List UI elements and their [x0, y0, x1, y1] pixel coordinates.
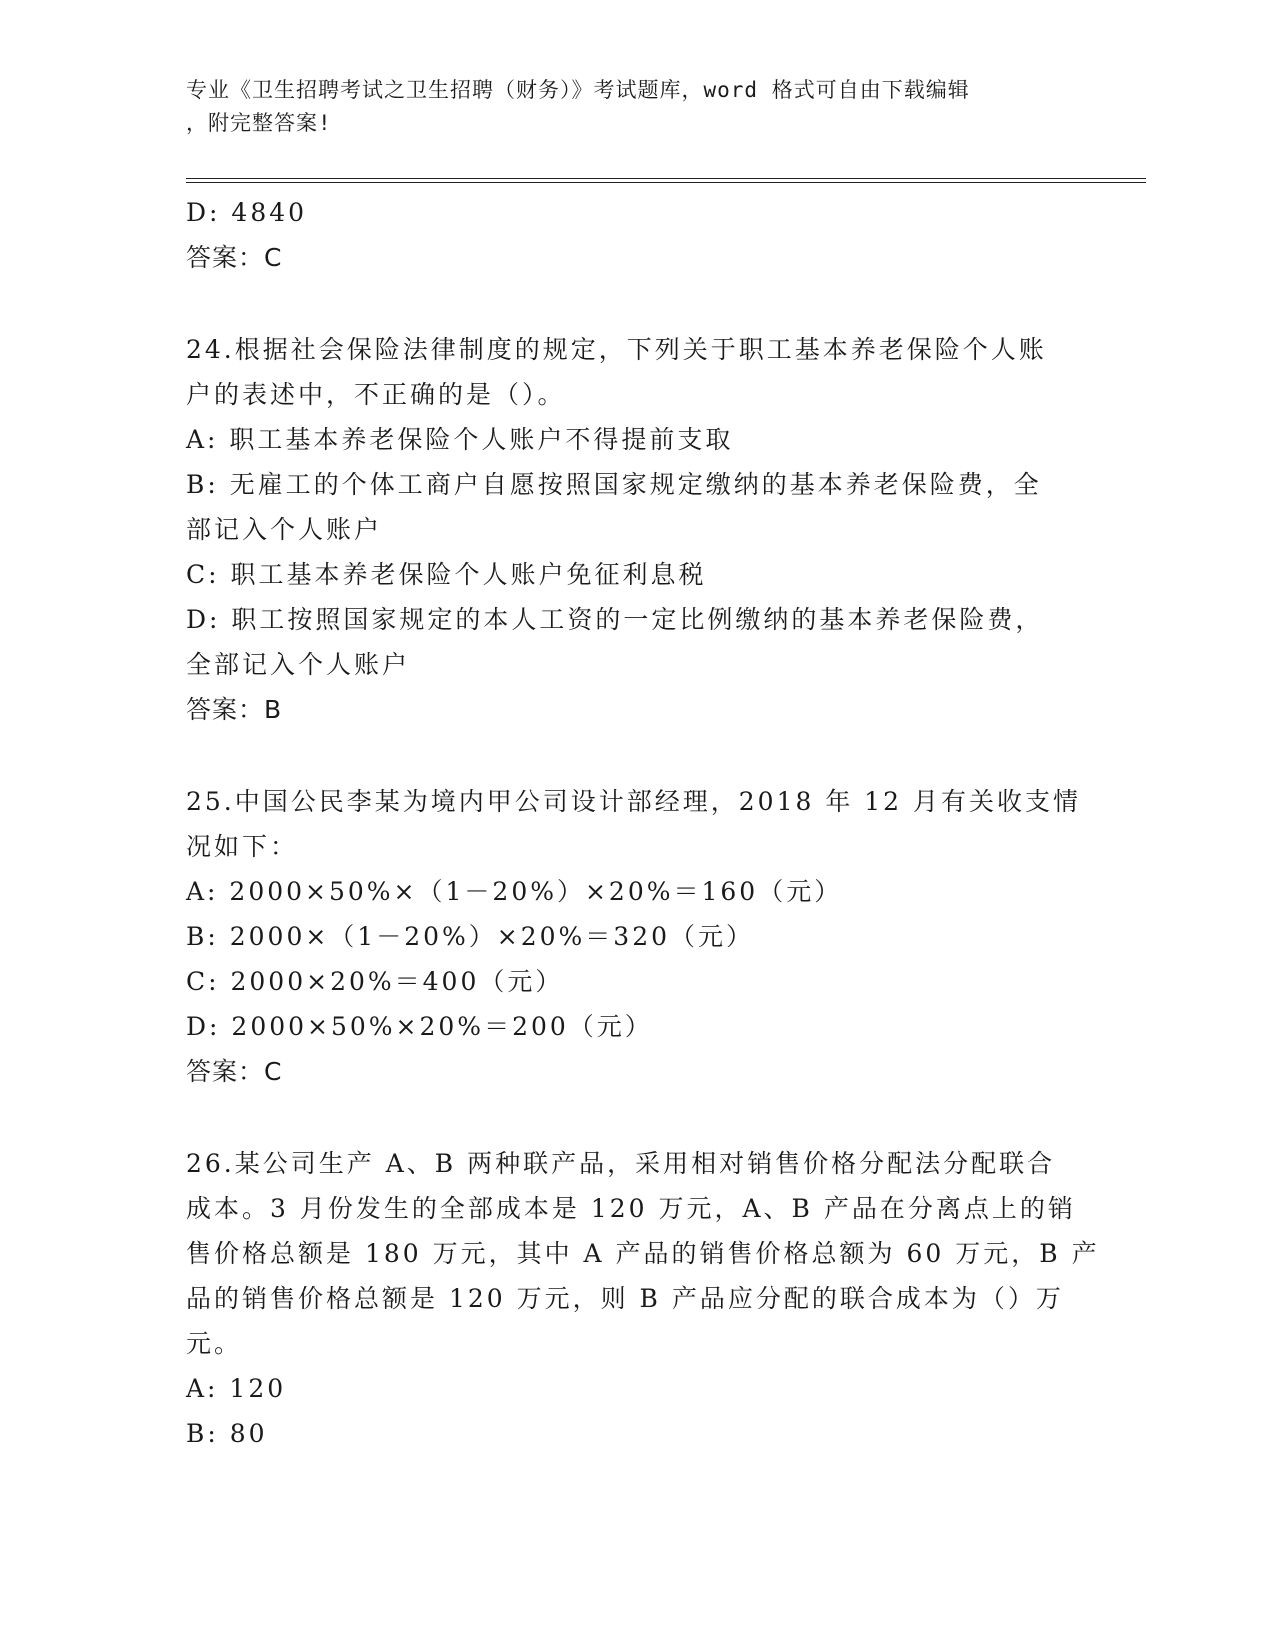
question-gap — [186, 1094, 1086, 1141]
header-line-2: ，附完整答案! — [186, 111, 332, 135]
q26-option-b: B: 80 — [186, 1419, 268, 1448]
q25-option-b: B: 2000×（1－20%）×20%＝320（元） — [186, 922, 755, 951]
q25-answer: 答案：C — [186, 1057, 283, 1086]
q24-answer: 答案：B — [186, 695, 283, 724]
q26-stem-line-1: 26.某公司生产 A、B 两种联产品，采用相对销售价格分配法分配联合 — [186, 1149, 1056, 1178]
q26-option-a: A: 120 — [186, 1374, 287, 1403]
q26-stem-line-3: 售价格总额是 180 万元，其中 A 产品的销售价格总额为 60 万元，B 产 — [186, 1239, 1100, 1268]
question-content — [186, 190, 1100, 1456]
header-divider — [186, 178, 1146, 183]
q25-option-d: D: 2000×50%×20%＝200（元） — [186, 1012, 653, 1041]
q24-option-b-line-2: 部记入个人账户 — [186, 515, 383, 544]
q24-stem-line-1: 24.根据社会保险法律制度的规定，下列关于职工基本养老保险个人账 — [186, 335, 1047, 364]
q24-option-d-line-2: 全部记入个人账户 — [186, 650, 411, 679]
q24-option-a: A: 职工基本养老保险个人账户不得提前支取 — [186, 425, 734, 454]
q25-stem-line-2: 况如下： — [186, 832, 299, 861]
q25-option-c: C: 2000×20%＝400（元） — [186, 967, 564, 996]
q26-stem-line-4: 品的销售价格总额是 120 万元，则 B 产品应分配的联合成本为（）万 — [186, 1284, 1064, 1313]
q23-answer: 答案：C — [186, 243, 283, 272]
q24-option-c: C: 职工基本养老保险个人账户免征利息税 — [186, 560, 707, 589]
header-line-1: 专业《卫生招聘考试之卫生招聘（财务）》考试题库，word 格式可自由下载编辑 — [186, 78, 970, 102]
q26-stem-line-5: 元。 — [186, 1329, 243, 1358]
q24-option-b-line-1: B: 无雇工的个体工商户自愿按照国家规定缴纳的基本养老保险费，全 — [186, 470, 1042, 499]
question-26 — [186, 1141, 1100, 1456]
q25-stem-line-1: 25.中国公民李某为境内甲公司设计部经理，2018 年 12 月有关收支情 — [186, 787, 1082, 816]
q26-stem-line-2: 成本。3 月份发生的全部成本是 120 万元，A、B 产品在分离点上的销 — [186, 1194, 1076, 1223]
question-24 — [186, 327, 1086, 732]
question-gap — [186, 732, 1086, 779]
q24-option-d-line-1: D: 职工按照国家规定的本人工资的一定比例缴纳的基本养老保险费， — [186, 605, 1044, 634]
q25-option-a: A: 2000×50%×（1－20%）×20%＝160（元） — [186, 877, 843, 906]
question-25 — [186, 779, 1086, 1094]
question-gap — [186, 280, 1086, 327]
q23-option-d: D: 4840 — [186, 198, 308, 227]
document-header — [186, 74, 1066, 140]
q24-stem-line-2: 户的表述中，不正确的是（）。 — [186, 380, 566, 409]
